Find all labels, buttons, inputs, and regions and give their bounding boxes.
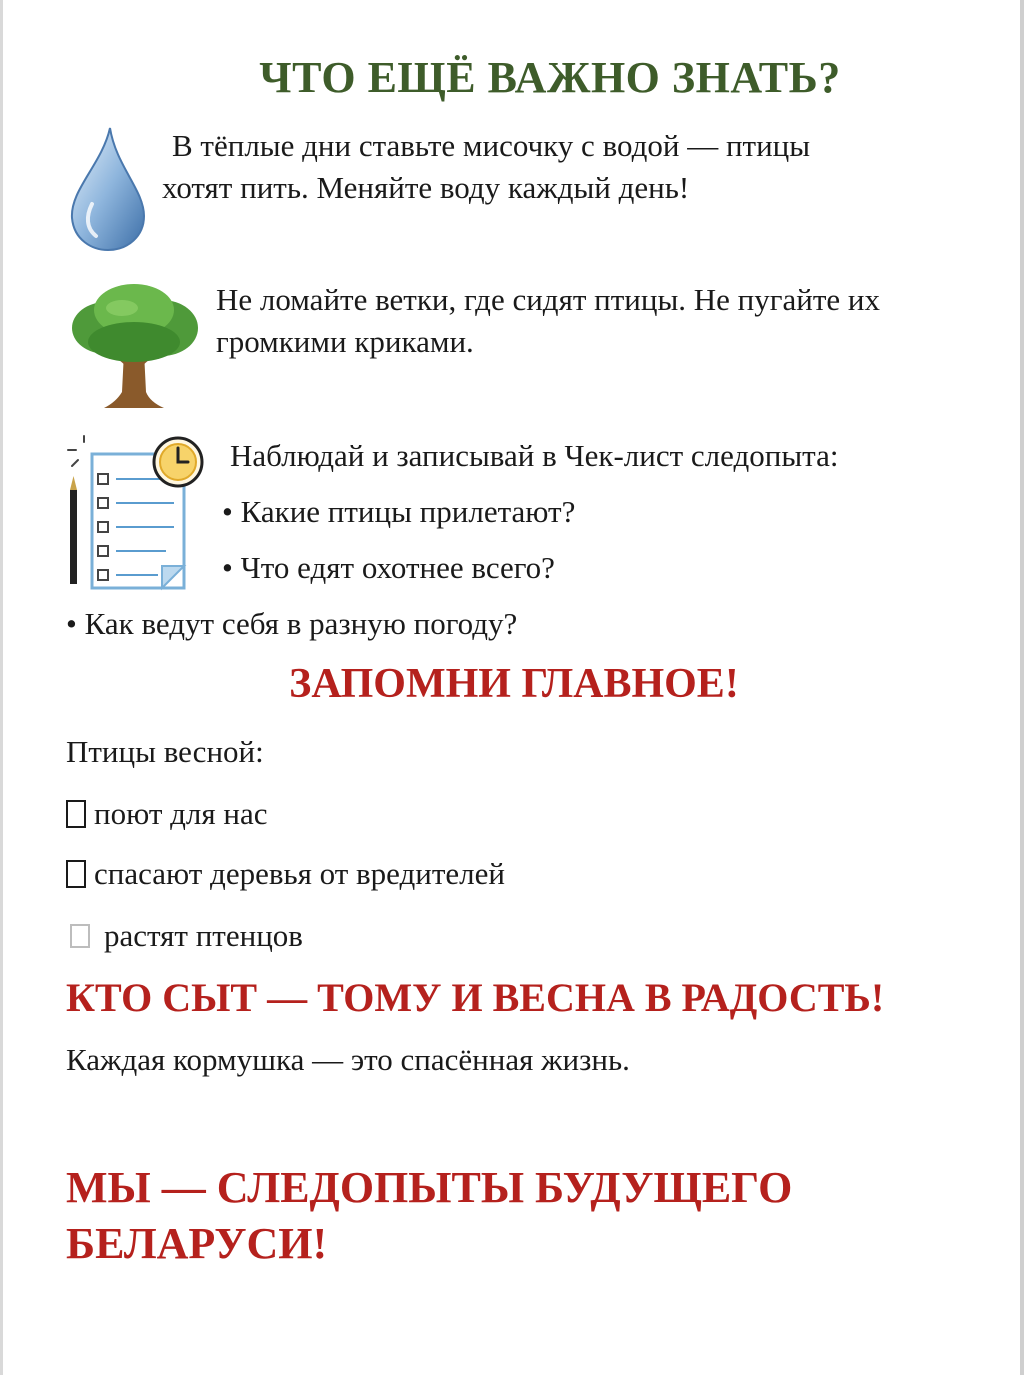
checklist-item-2: • Что едят охотнее всего? xyxy=(222,550,555,585)
remember-title: ЗАПОМНИ ГЛАВНОЕ! xyxy=(289,661,739,707)
slogan-title: КТО СЫТ — ТОМУ И ВЕСНА В РАДОСТЬ! xyxy=(66,975,885,1020)
water-text-line1: В тёплые дни ставьте мисочку с водой — птицы xyxy=(172,128,811,163)
remember-item-1 xyxy=(66,792,268,836)
remember-item-3 xyxy=(70,914,303,958)
tree-icon xyxy=(66,282,202,412)
remember-item-label: растят птенцов xyxy=(104,918,303,953)
final-line1: МЫ — СЛЕДОПЫТЫ БУДУЩЕГО xyxy=(66,1163,793,1212)
water-drop-icon xyxy=(66,124,148,252)
remember-item-2 xyxy=(66,852,505,896)
water-text-line2: хотят пить. Меняйте воду каждый день! xyxy=(162,170,690,205)
tree-text-line2: громкими криками. xyxy=(216,324,474,359)
checklist-intro: Наблюдай и записывай в Чек-лист следопыта: xyxy=(230,438,839,473)
checkbox-icon xyxy=(66,860,86,888)
remember-item-label: спасают деревья от вредителей xyxy=(94,856,505,891)
remember-subtitle: Птицы весной: xyxy=(66,734,264,769)
final-line2: БЕЛАРУСИ! xyxy=(66,1219,328,1268)
page-title: ЧТО ЕЩЁ ВАЖНО ЗНАТЬ? xyxy=(259,53,841,102)
checklist-item-1: • Какие птицы прилетают? xyxy=(222,494,576,529)
slogan-text: Каждая кормушка — это спасённая жизнь. xyxy=(66,1042,630,1077)
checklist-item-3: • Как ведут себя в разную погоду? xyxy=(66,606,518,641)
tree-text-line1: Не ломайте ветки, где сидят птицы. Не пугайте их xyxy=(216,282,880,317)
checkbox-icon xyxy=(66,800,86,828)
checkbox-icon xyxy=(70,924,90,948)
remember-item-label: поют для нас xyxy=(94,796,268,831)
checklist-icon xyxy=(62,432,212,592)
